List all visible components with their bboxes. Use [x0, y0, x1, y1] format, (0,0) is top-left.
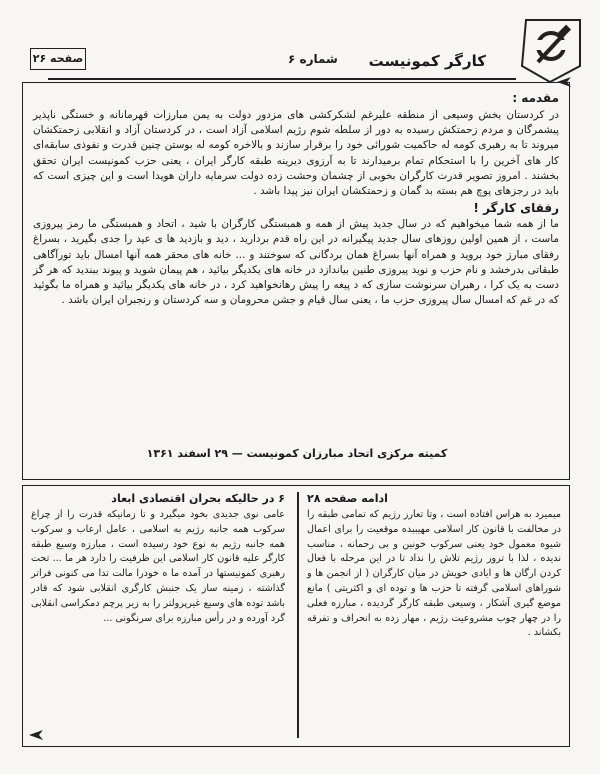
- intro-paragraph: در کردستان بخش وسیعی از منطقه علیرغم لشکرکشی های مزدور دولت به یمن مبارزات قهرمانانه و خستگی ناپذیر پیشمرگان و مردم زحمتکش رسیده به دور از سلطه شوم رژیم اسلامی آزاد است ، در کردستان آزاد و انقلابی زحمتکشان میروند تا به رهبری کومه له حاکمیت شورائی خود را برقرار سازند و بالاخره کومه له بوستن چنین قدرت و نفوذی سابقه‌ای کار های آخرین را با استحکام تمام برمیدارند تا به آرزوی دیرینه طبقه کارگر ایران ، یعنی حزب کمونیست ایران تحقق بخشند . امروز تصویر قدرت کارگران بخوبی از چشمان وحشت زده دولت سرمایه داران هویدا است و این چیزی است که باید در رجزهای پوچ هم بسته بد گمان و زحمتکشان ایران نیز پیدا باشد .: [33, 109, 559, 198]
- main-article-box: [22, 82, 570, 480]
- left-column: [31, 492, 285, 626]
- arrow-left-icon: [557, 77, 571, 87]
- issue-number: شماره ۶: [288, 52, 338, 66]
- section-paragraph: ما از همه شما میخواهیم که در سال جدید پیش از همه و همبستگی کارگران با شید ، اتحاد و همبستگی ما رمز پیروزی ماست ، از همین اولین روزهای سال جدید پیگیرانه در این راه قدم بردارید ، دید و بازدید ها ی عید را جدی بگیرید ، بسراغ رفقای مبارز خود بروید و همراه آنها بسراغ همان بردگانی که سوختند و ... خانه های محقر همه آنها امسال باید تورآگاهی طبقاتی بدرخشد و نام حزب و نوید پیروزی طنین بیاندازد در خانه های یکدیگر بیائید ، هم پیمان شوید و پیوند ببندید که هر گز دست به یک کرا ، رهبران سرنوشت سازی که د پیغه را پیش رهانخواهید کرد ، در خانه های یکدیگر بیائید و همراه ما بگوئید که در غم که امسال سال پیروزی حزب ما ، یعنی سال قیام و جشن محرومان و سه کردستان و رنجبران ایران باشد .: [33, 218, 559, 307]
- page-number-box: صفحه ۲۶: [30, 48, 86, 70]
- hammer-sickle-emblem-icon: [520, 18, 582, 84]
- newspaper-title: کارگر کمونیست: [368, 52, 486, 70]
- left-column-heading: ۶ در حالیکه بحران اقتصادی ابعاد: [111, 492, 285, 505]
- continue-arrow-icon: [29, 730, 43, 740]
- left-column-text: عامی نوی جدیدی بخود میگیرد و تا زمانیکه قدرت را از چراغ سرکوب همه جانبه رژیم به اسلامی ، عامل ارعاب و سرکوب همه جانبه رژیم به نوع خود رسیده است ، مبارزه وسیع طبقه کارگر علیه قانون کار اسلامی این ظرفیت را دارد هر ما ... تحت رهبری کمونیستها در آمده ما ه خودرا مالت تدا می کنونی فراتر گذاشته ، زمینه ساز یک جنبش کارگری انقلابی شود که قادر باشد توده های وسیع غیرپرولتر را به زیر پرچم دمکراسی انقلابی گرد آورده و در رأس مبارزه برای سرنگونی ...: [31, 509, 285, 624]
- article-signature: کمیته مرکزی اتحاد مبارزان کمونیست — ۲۹ اسفند ۱۳۶۱: [146, 447, 448, 460]
- main-article-body: [33, 91, 559, 308]
- column-divider: [297, 492, 299, 738]
- right-column-text: میمیرد به هراس افتاده است ، وتا تعارز رژیم که تمامی طبقه را در مخالفت با قانون کار اسلامی مهیبیده موقعیت را برای اعمال شیوه معمول خود یعنی سرکوب خونین و بی رحمانه ، مناسب ندیده ، لذا با ترور رژیم تلاش را نداد تا در این مرحله با فعال کردن ارگان ها و ایادی خویش در میان کارگران ( از انجمن ها و شوراهای اسلامی گرفته تا حزب ها و توده ای و اکثریتی ) مانع موضع گیری آشکار ، وسیعی طبقه کارگر گردیده ، مبارزه فعلی را در چهار چوب مشروعیت رژیم ، مهار زده به انحراف و تفرقه بکشاند .: [307, 509, 561, 639]
- intro-heading: مقدمه :: [512, 91, 559, 105]
- page-header: [20, 18, 582, 84]
- right-column: [307, 492, 561, 641]
- section-heading: رفقای کارگر !: [473, 201, 559, 216]
- continued-articles-box: [22, 485, 570, 747]
- header-rule: [48, 78, 516, 80]
- continued-from-label: ادامه صفحه ۲۸: [307, 492, 388, 505]
